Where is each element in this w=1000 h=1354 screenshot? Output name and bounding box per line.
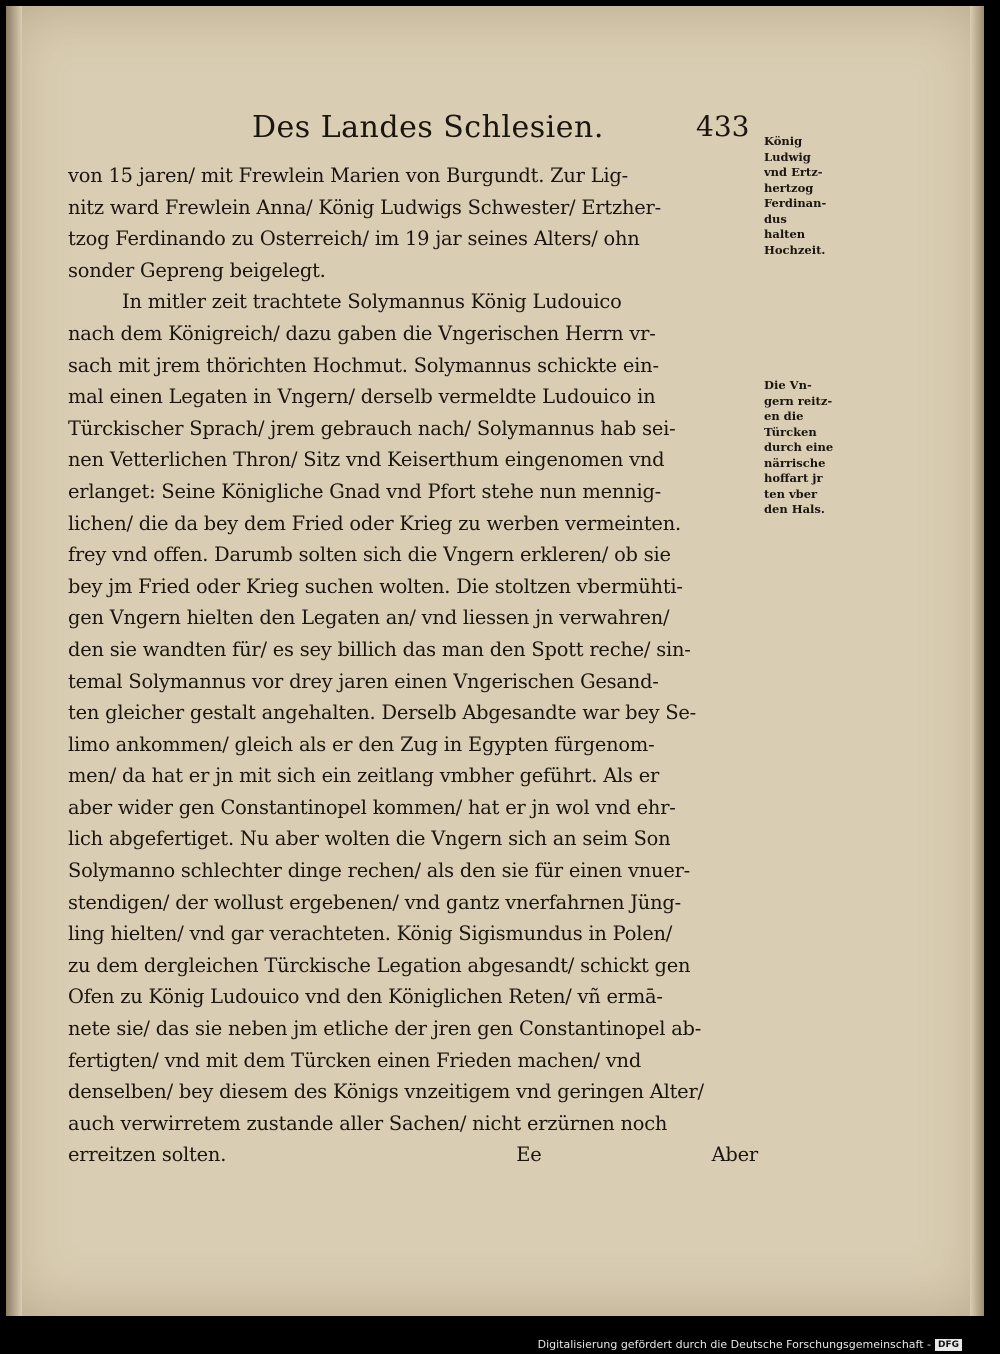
body-text (68, 160, 766, 1171)
marginal-note-line: vnd Ertz- (764, 165, 823, 179)
text-line: gen Vngern hielten den Legaten an/ vnd liessen jn verwahren/ (68, 606, 670, 630)
text-line: nitz ward Frewlein Anna/ König Ludwigs Schwester/ Ertzher- (68, 195, 661, 219)
book-page (6, 6, 984, 1316)
text-line: frey vnd offen. Darumb solten sich die Vngern erkleren/ ob sie (68, 543, 671, 567)
dfg-logo: DFG (935, 1339, 962, 1351)
closing-text: erreitzen solten. (68, 1143, 227, 1167)
page-number: 433 (696, 110, 750, 143)
text-line: stendigen/ der wollust ergebenen/ vnd gantz vnerfahrnen Jüng- (68, 890, 681, 914)
marginal-note-line: Hochzeit. (764, 242, 826, 257)
marginal-note-line: Ludwig (764, 149, 811, 164)
text-line: limo ankommen/ gleich als er den Zug in Egypten fürgenom- (68, 732, 655, 756)
footer-text: Digitalisierung gefördert durch die Deutsche Forschungsgemeinschaft - (537, 1338, 931, 1351)
text-line: zu dem dergleichen Türckische Legation abgesandt/ schickt gen (68, 953, 691, 977)
page-left-edge-shadow (6, 6, 22, 1316)
text-line: temal Solymannus vor drey jaren einen Vngerischen Gesand- (68, 669, 659, 693)
text-line: Türckischer Sprach/ jrem gebrauch nach/ Solymannus hab sei- (68, 416, 676, 440)
catchword: Aber (711, 1143, 758, 1167)
text-line: men/ da hat er jn mit sich ein zeitlang vmbher geführt. Als er (68, 764, 660, 788)
text-line: lich abgefertiget. Nu aber wolten die Vngern sich an seim Son (68, 827, 671, 851)
digitization-footer (538, 1338, 962, 1352)
text-line: erlanget: Seine Königliche Gnad vnd Pfort stehe nun mennig- (68, 479, 662, 503)
marginal-note-line: dus (764, 211, 787, 226)
text-line: lichen/ die da bey dem Fried oder Krieg zu werben vermeinten. (68, 511, 681, 535)
marginal-note-line: hoffart jr (764, 471, 823, 485)
text-line: sonder Gepreng beigelegt. (68, 258, 326, 282)
text-line: nach dem Königreich/ dazu gaben die Vngerischen Herrn vr- (68, 321, 656, 345)
text-line: ling hielten/ vnd gar verachteten. König Sigismundus in Polen/ (68, 922, 673, 946)
marginal-note-line: Türcken (764, 424, 817, 439)
text-line: In mitler zeit trachtete Solymannus König Ludouico (122, 290, 622, 314)
text-line: Ofen zu König Ludouico vnd den Königlichen Reten/ vñ ermā- (68, 985, 663, 1009)
marginal-note-line: halten (764, 227, 806, 241)
text-line: aber wider gen Constantinopel kommen/ hat er jn wol vnd ehr- (68, 795, 676, 819)
text-line: mal einen Legaten in Vngern/ derselb vermeldte Ludouico in (68, 385, 656, 409)
running-head: Des Landes Schlesien. (252, 110, 604, 145)
marginal-note-line: den Hals. (764, 502, 825, 516)
marginal-note-line: närrische (764, 455, 826, 470)
signature-mark: Ee (516, 1143, 542, 1167)
text-line: den sie wandten für/ es sey billich das man den Spott reche/ sin- (68, 637, 691, 661)
marginal-note-line: ten vber (764, 486, 818, 501)
marginal-note-line: durch eine (764, 440, 834, 454)
text-line: bey jm Fried oder Krieg suchen wolten. Die stoltzen vbermühti- (68, 574, 683, 598)
text-line: nete sie/ das sie neben jm etliche der jren gen Constantinopel ab- (68, 1017, 702, 1041)
marginal-note-line: Die Vn- (764, 378, 812, 392)
text-line: sach mit jrem thörichten Hochmut. Solymannus schickte ein- (68, 353, 659, 377)
text-line: fertigten/ vnd mit dem Türcken einen Frieden machen/ vnd (68, 1048, 642, 1072)
marginal-note-line: Ferdinan- (764, 196, 827, 210)
text-line: tzog Ferdinando zu Osterreich/ im 19 jar seines Alters/ ohn (68, 227, 640, 251)
text-line: denselben/ bey diesem des Königs vnzeitigem vnd geringen Alter/ (68, 1080, 704, 1104)
marginal-note-line: König (764, 134, 803, 148)
last-text-line (68, 1139, 766, 1171)
text-line: ten gleicher gestalt angehalten. Derselb Abgesandte war bey Se- (68, 701, 697, 725)
text-line: auch verwirretem zustande aller Sachen/ nicht erzürnen noch (68, 1111, 668, 1135)
marginal-note-1 (764, 134, 860, 258)
page-right-edge-shadow (970, 6, 984, 1316)
text-line: nen Vetterlichen Thron/ Sitz vnd Keiserthum eingenomen vnd (68, 448, 665, 472)
text-line: Solymanno schlechter dinge rechen/ als den sie für einen vnuer- (68, 859, 691, 883)
marginal-note-line: en die (764, 409, 804, 423)
marginal-note-line: gern reitz- (764, 393, 833, 408)
marginal-note-line: hertzog (764, 180, 814, 195)
marginal-note-2 (764, 378, 860, 518)
text-line: von 15 jaren/ mit Frewlein Marien von Burgundt. Zur Lig- (68, 164, 628, 187)
